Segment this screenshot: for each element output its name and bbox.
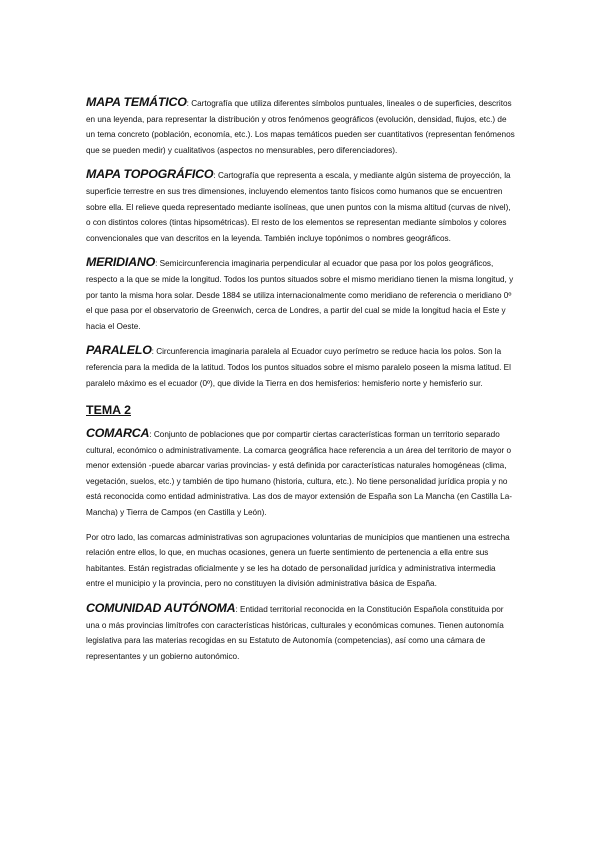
term-comunidad-autonoma: COMUNIDAD AUTÓNOMA [86, 601, 236, 616]
term-separator: : [235, 605, 240, 615]
term-separator: : [151, 347, 157, 357]
entry-comunidad-autonoma [86, 601, 516, 664]
term-separator: : [186, 99, 192, 108]
term-mapa-topografico: MAPA TOPOGRÁFICO [86, 167, 214, 182]
document-page [86, 95, 516, 673]
entry-paralelo [86, 343, 516, 391]
entry-mapa-topografico [86, 167, 516, 246]
entry-paragraph [86, 426, 516, 521]
definition-mapa-tematico: Cartografía que utiliza diferentes símbolos puntuales, lineales o de superficies, descritos en una leyenda, para representar la distribución y otros fenómenos geográficos (evolución, densidad, flujos, etc.) de un tema concreto (población, economía, etc.). Los mapas temáticos pueden ser cuantitativos (representan fenómenos que se pueden medir) y cualitativos (aspectos no mensurables, pero diferenciadores). [86, 99, 515, 155]
term-paralelo: PARALELO [86, 343, 152, 358]
definition-meridiano: Semicircunferencia imaginaria perpendicular al ecuador que pasa por los polos geográficos, respecto a la que se mide la longitud. Todos los puntos situados sobre el mismo meridiano tienen la misma longitud, y por tanto la misma hora solar. Desde 1884 se utiliza internacionalmente como meridiano de referencia o meridiano 0º el que pasa por el observatorio de Greenwich, cerca de Londres, a partir del cual se mide la longitud hacia el Este y hacia el Oeste. [86, 259, 514, 331]
entry-meridiano [86, 255, 516, 334]
entry-paragraph [86, 601, 516, 664]
term-meridiano: MERIDIANO [86, 255, 156, 270]
comarca-administrativa-paragraph: Por otro lado, las comarcas administrativas son agrupaciones voluntarias de municipios que mantienen una estrecha relación entre ellos, lo que, en muchas ocasiones, genera un fuerte sentimiento de pertenencia a ella entre sus habitantes. Están registradas oficialmente y se les ha dotado de personalidad jurídica y administrativa intermedia entre el municipio y la provincia, pero no constituyen la división administrativa básica de España. [86, 532, 510, 589]
term-comarca: COMARCA [86, 426, 150, 441]
term-separator: : [149, 430, 154, 440]
definition-paralelo: Circunferencia imaginaria paralela al Ecuador cuyo perímetro se reduce hacia los polos. Son la referencia para la medida de la latitud. Todos los puntos situados sobre el mismo paralelo poseen la misma latitud. El paralelo máximo es el ecuador (0º), que divide la Tierra en dos hemisferios: hemisferio norte y hemisferio sur. [86, 347, 511, 388]
entry-comarca [86, 426, 516, 521]
entry-paragraph [86, 167, 516, 246]
definition-comunidad-autonoma: Entidad territorial reconocida en la Constitución Española constituida por una o más provincias limítrofes con características históricas, culturales y económicas comunes. Tienen autonomía legislativa para las materias recogidas en su Estatuto de Autonomía (competencias), así como una cámara de representantes y un gobierno autonómico. [86, 605, 504, 661]
definition-mapa-topografico: Cartografía que representa a escala, y mediante algún sistema de proyección, la superficie terrestre en sus tres dimensiones, incluyendo elementos tanto físicos como humanos que se encuentren sobre ella. El relieve queda representado mediante isolíneas, que unen puntos con la misma altitud (curvas de nivel), o con distintos colores (tintas hipsométricas). El resto de los elementos se representan mediante símbolos y colores convencionales que van descritos en la leyenda. También incluye topónimos o nombres geográficos. [86, 171, 511, 243]
definition-comarca: Conjunto de poblaciones que por compartir ciertas características forman un territorio separado cultural, económico o administrativamente. La comarca geográfica hace referencia a un área del territorio de mayor o menor extensión -puede abarcar varias provincias- y está definida por características naturales homogéneas (clima, vegetación, suelos, etc.) y también de tipo humano (historia, cultura, etc.). No tiene personalidad jurídica propia y no está reconocida como entidad administrativa. Las dos de mayor extensión de España son La Mancha (en Castilla La-Mancha) y Tierra de Campos (en Castilla y León). [86, 430, 512, 518]
entry-mapa-tematico [86, 95, 516, 158]
term-mapa-tematico: MAPA TEMÁTICO [86, 95, 187, 109]
entry-paragraph [86, 255, 516, 334]
entry-paragraph [86, 95, 516, 158]
term-separator: : [213, 171, 218, 181]
section-heading: TEMA 2 [86, 403, 131, 418]
entry-paragraph [86, 343, 516, 391]
term-separator: : [155, 259, 160, 269]
